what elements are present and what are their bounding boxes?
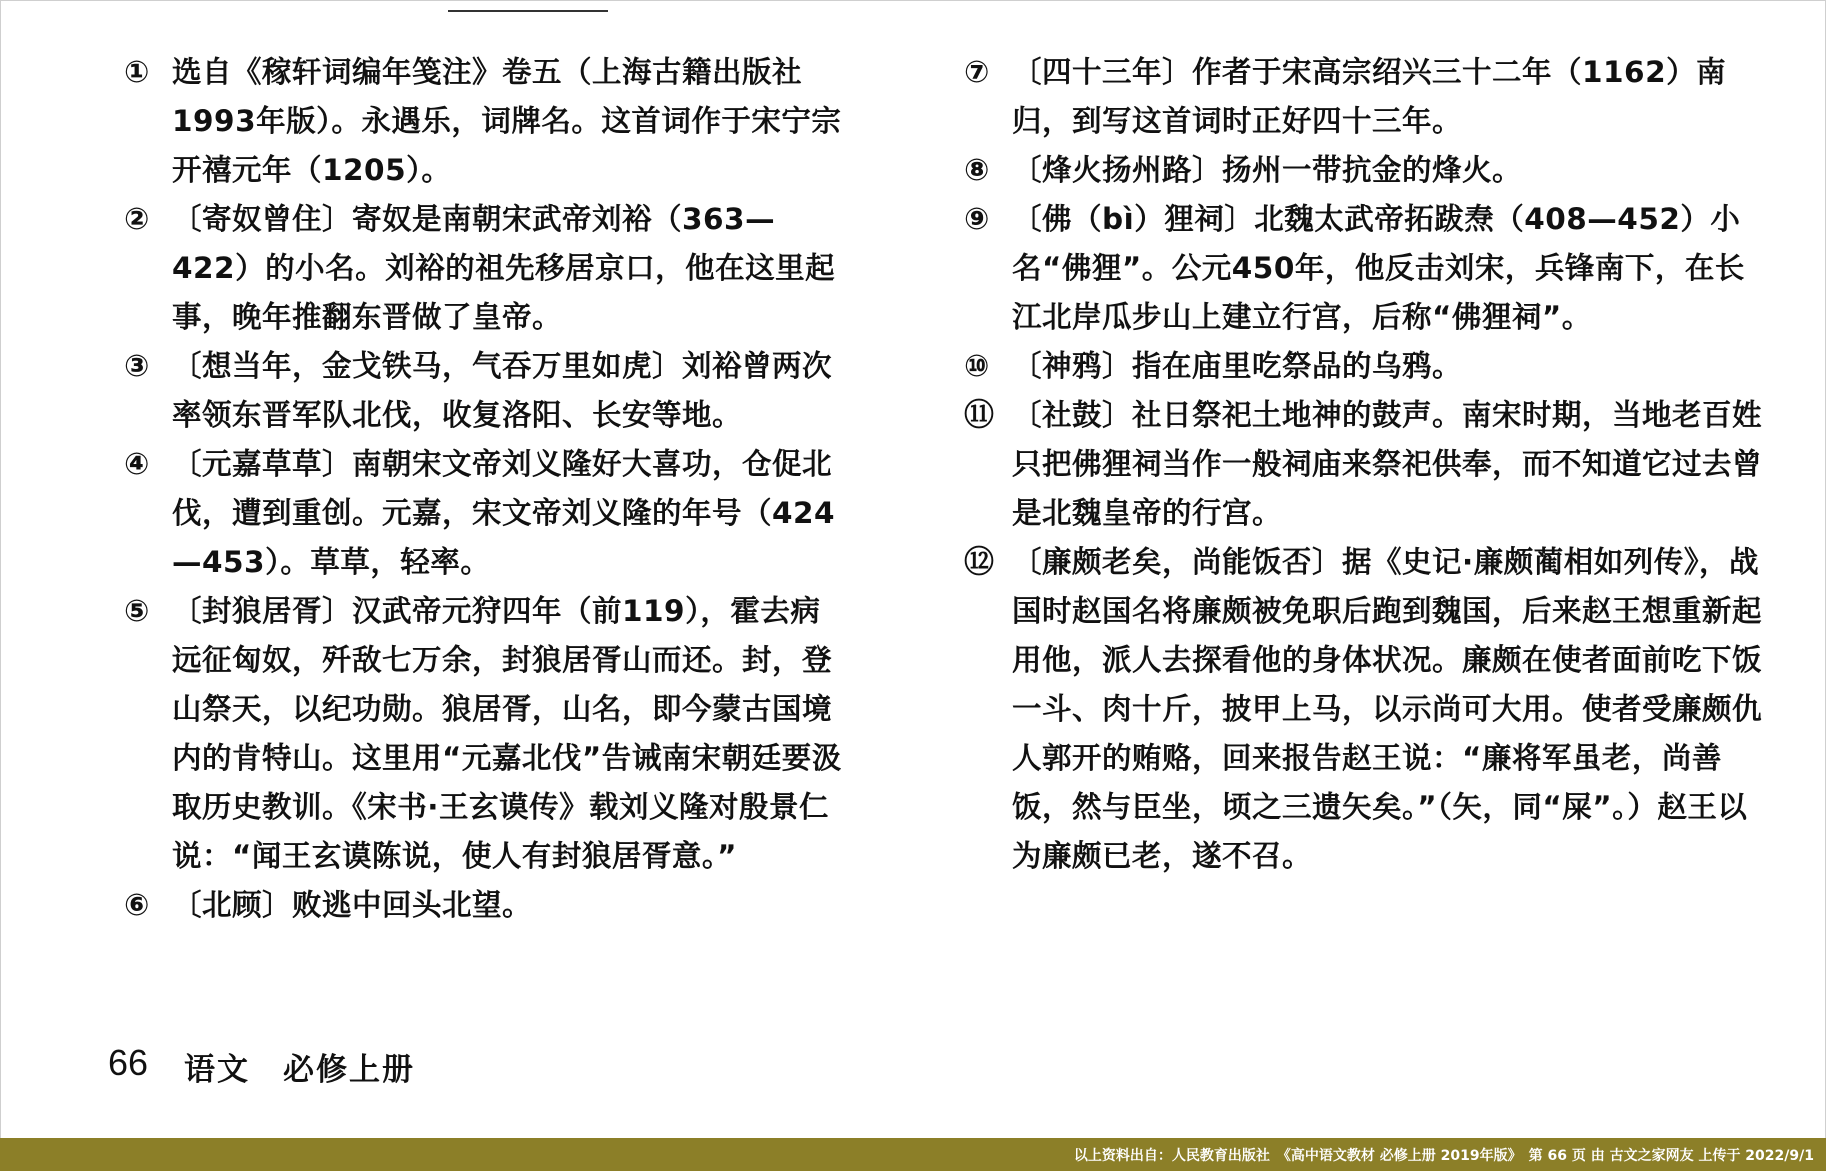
footnote-number: ⑤ xyxy=(124,594,150,629)
footnote-number: ④ xyxy=(124,447,150,482)
footnote-number: ⑩ xyxy=(964,349,990,384)
footnote-number: ⑧ xyxy=(964,153,990,188)
footnote-text: 〔神鸦〕指在庙里吃祭品的乌鸦。 xyxy=(1012,349,1463,383)
source-credit-bar: 以上资料出自：人民教育出版社 《高中语文教材 必修上册 2019年版》 第 66 页 由 古文之家网友 上传于 2022/9/1 xyxy=(0,1138,1826,1171)
footnote-7 xyxy=(964,48,1774,146)
footnote-text: 〔社鼓〕社日祭祀土地神的鼓声。南宋时期，当地老百姓只把佛狸祠当作一般祠庙来祭祀供奉，而不知道它过去曾是北魏皇帝的行宫。 xyxy=(1012,398,1763,530)
footnote-9 xyxy=(964,195,1774,342)
footnote-1 xyxy=(124,48,849,195)
footnote-text: 〔廉颇老矣，尚能饭否〕据《史记·廉颇蔺相如列传》，战国时赵国名将廉颇被免职后跑到魏国，后来赵王想重新起用他，派人去探看他的身体状况。廉颇在使者面前吃下饭一斗、肉十斤，披甲上马，以示尚可大用。使者受廉颇仇人郭开的贿赂，回来报告赵王说：“廉将军虽老，尚善饭，然与臣坐，顷之三遗矢矣。”（矢，同“屎”。）赵王以为廉颇已老，遂不召。 xyxy=(1012,545,1763,873)
footnote-11 xyxy=(964,391,1774,538)
footnote-number: ⑥ xyxy=(124,888,150,923)
footnote-12 xyxy=(964,538,1774,881)
footnote-6 xyxy=(124,881,849,930)
footnote-text: 〔封狼居胥〕汉武帝元狩四年（前119），霍去病远征匈奴，歼敌七万余，封狼居胥山而还。封，登山祭天，以纪功勋。狼居胥，山名，即今蒙古国境内的肯特山。这里用“元嘉北伐”告诫南宋朝廷要汲取历史教训。《宋书·王玄谟传》载刘义隆对殷景仁说：“闻王玄谟陈说，使人有封狼居胥意。” xyxy=(172,594,842,873)
book-title: 语文 必修上册 xyxy=(184,1052,415,1088)
notes-column-right xyxy=(964,48,1774,881)
footnote-number: ⑦ xyxy=(964,55,990,90)
footnote-text: 〔北顾〕败逃中回头北望。 xyxy=(172,888,533,922)
top-rule xyxy=(448,10,608,12)
footnote-text: 〔四十三年〕作者于宋高宗绍兴三十二年（1162）南归，到写这首词时正好四十三年。 xyxy=(1012,55,1727,138)
footnote-5 xyxy=(124,587,849,881)
footnote-text: 〔想当年，金戈铁马，气吞万里如虎〕刘裕曾两次率领东晋军队北伐，收复洛阳、长安等地。 xyxy=(172,349,833,432)
page-number: 66 xyxy=(108,1042,149,1083)
footnote-number: ① xyxy=(124,55,150,90)
footnote-number: ⑪ xyxy=(964,398,995,433)
footnote-number: ② xyxy=(124,202,150,237)
footnote-text: 〔烽火扬州路〕扬州一带抗金的烽火。 xyxy=(1012,153,1523,187)
footnote-8 xyxy=(964,146,1774,195)
footnote-text: 〔佛（bì）狸祠〕北魏太武帝拓跋焘（408—452）小名“佛狸”。公元450年，他反击刘宋，兵锋南下，在长江北岸瓜步山上建立行宫，后称“佛狸祠”。 xyxy=(1012,202,1745,334)
footnote-text: 〔元嘉草草〕南朝宋文帝刘义隆好大喜功，仓促北伐，遭到重创。元嘉，宋文帝刘义隆的年号（424—453）。草草，轻率。 xyxy=(172,447,836,579)
footnote-10 xyxy=(964,342,1774,391)
footnote-3 xyxy=(124,342,849,440)
notes-column-left xyxy=(124,48,849,930)
footnote-text: 选自《稼轩词编年笺注》卷五（上海古籍出版社1993年版）。永遇乐，词牌名。这首词作于宋宁宗开禧元年（1205）。 xyxy=(172,55,842,187)
footnote-number: ③ xyxy=(124,349,150,384)
footnote-4 xyxy=(124,440,849,587)
footnote-number: ⑨ xyxy=(964,202,990,237)
footnote-number: ⑫ xyxy=(964,545,995,580)
footnote-2 xyxy=(124,195,849,342)
footnote-text: 〔寄奴曾住〕寄奴是南朝宋武帝刘裕（363—422）的小名。刘裕的祖先移居京口，他在这里起事，晚年推翻东晋做了皇帝。 xyxy=(172,202,836,334)
